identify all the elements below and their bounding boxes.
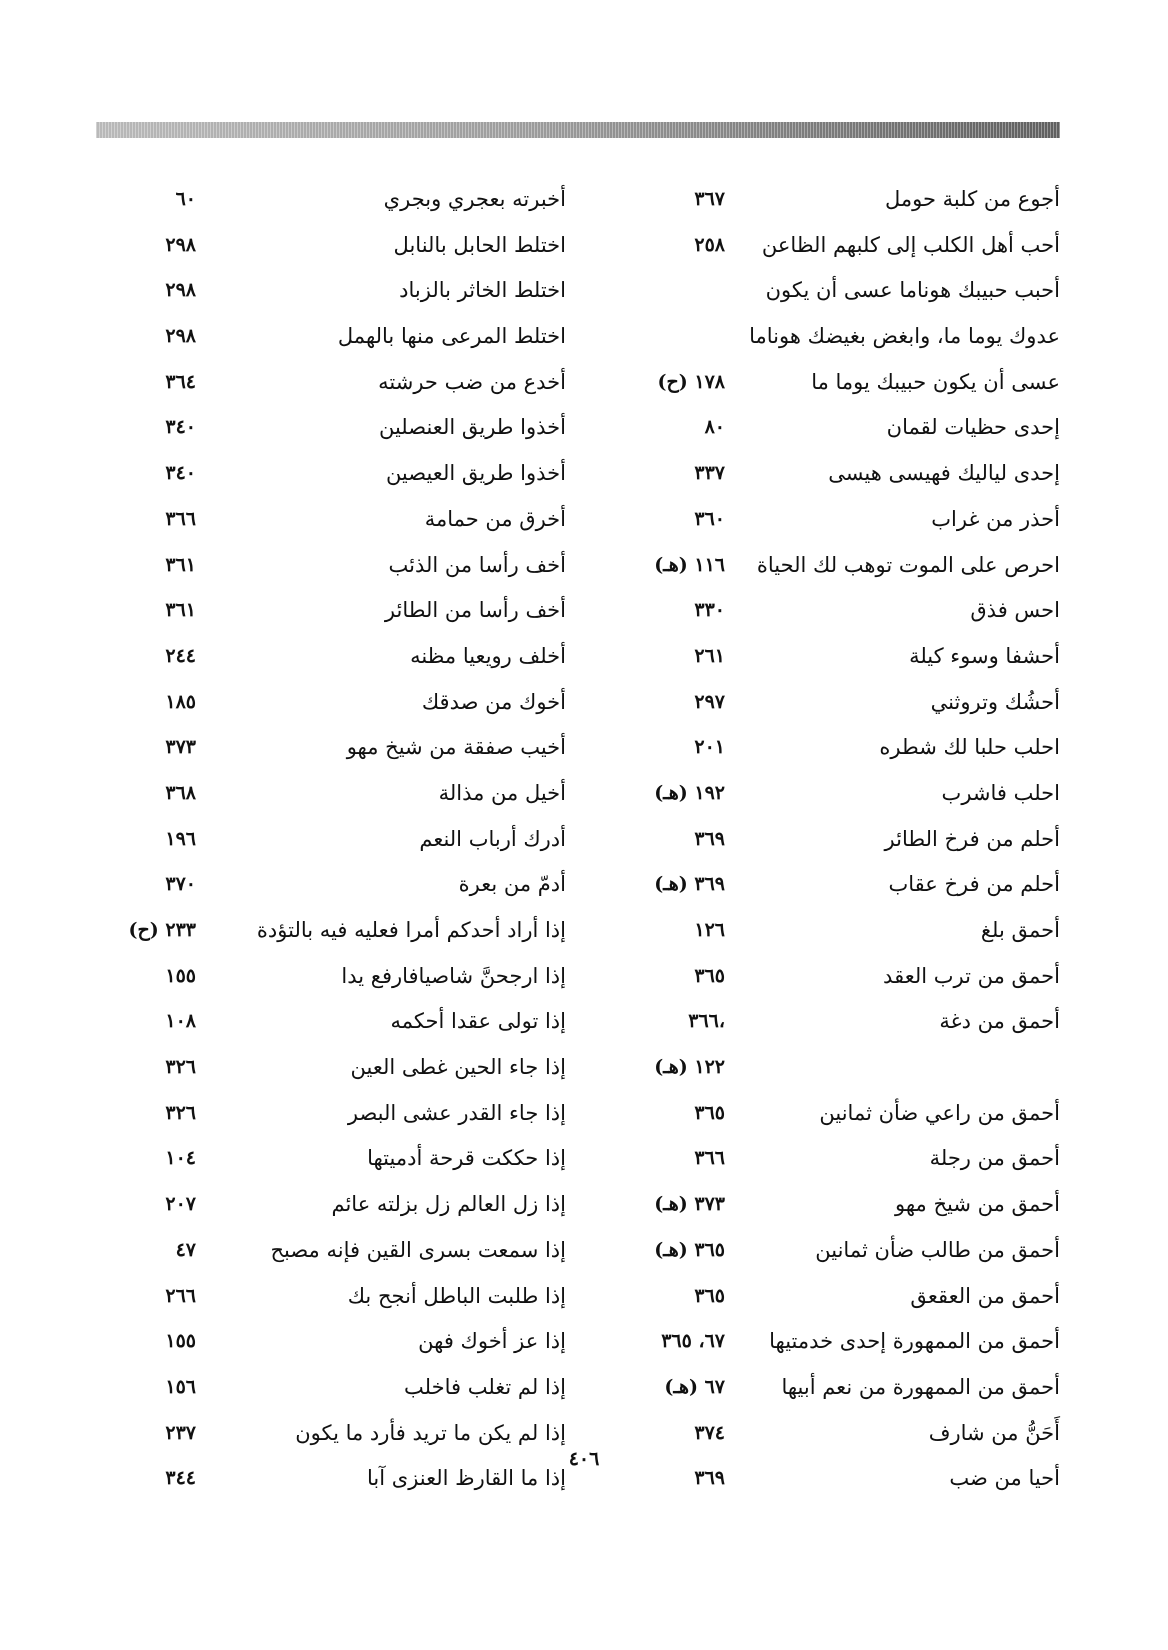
proverb-text: إحدى حظيات لقمان xyxy=(886,415,1060,440)
page-reference: ٢٣٧ xyxy=(165,1421,196,1444)
page-reference: ٣٦٦ xyxy=(694,1147,725,1170)
proverb-text: احرص على الموت توهب لك الحياة xyxy=(756,552,1060,577)
proverb-text: أحمق من ترب العقد xyxy=(883,963,1060,988)
proverb-text: إذا ما القارظ العنزى آبا xyxy=(367,1466,566,1491)
proverb-text: أخذوا طريق العنصلين xyxy=(378,415,566,440)
page-reference: ٣٦٦ xyxy=(165,507,196,530)
page-reference: ١٥٦ xyxy=(165,1375,196,1398)
proverb-text: إذا زل العالم زل بزلته عائم xyxy=(331,1192,566,1217)
page-reference: ٣٦٤ xyxy=(165,370,196,393)
proverb-text: أدمّ من بعرة xyxy=(458,872,566,897)
proverb-text: إذا ارجحنَّ شاصيافارفع يدا xyxy=(341,963,566,988)
index-entry xyxy=(106,181,566,227)
index-entry xyxy=(106,775,566,821)
page-reference: ٣٦٧ xyxy=(694,188,725,210)
page-reference: ١٢٦ xyxy=(694,919,725,941)
index-entry xyxy=(106,547,566,593)
proverb-text: أحلم من فرخ عقاب xyxy=(888,872,1060,897)
proverb-text: أحمق من الممهورة إحدى خدمتيها xyxy=(769,1329,1060,1354)
index-entry xyxy=(106,501,566,547)
page-reference: ٢٩٨ xyxy=(165,279,196,302)
index-entry xyxy=(600,638,1060,684)
index-entry xyxy=(106,1186,566,1232)
index-entry xyxy=(600,409,1060,455)
proverb-text: أحذر من غراب xyxy=(931,506,1060,531)
proverb-text: إذا أراد أحدكم أمرا فعليه فيه بالتؤدة xyxy=(256,918,566,942)
proverb-text: إذا جاء الحين غطى العين xyxy=(350,1055,566,1080)
index-entry xyxy=(106,729,566,775)
proverb-text: إذا سمعت بسرى القين فإنه مصبح xyxy=(270,1237,566,1262)
proverb-text: إذا لم يكن ما تريد فأرد ما يكون xyxy=(295,1420,566,1445)
index-entry xyxy=(106,272,566,318)
page-reference: ٦٠ xyxy=(175,188,196,210)
index-entry xyxy=(106,1369,566,1415)
page-reference: ٣٧٤ xyxy=(694,1421,725,1444)
proverb-text: أحمق من رجلة xyxy=(929,1146,1060,1171)
index-entry xyxy=(106,1049,566,1095)
page-reference: ٣٢٦ xyxy=(165,1101,196,1124)
page-reference: ١٧٨ (ح) xyxy=(657,370,725,393)
proverb-text: أخرق من حمامة xyxy=(424,506,566,531)
page-reference: ٣٤٠ xyxy=(165,416,196,439)
proverb-text: اختلط الخاثر بالزباد xyxy=(399,278,566,303)
index-entry xyxy=(106,958,566,1004)
page-reference: ٨٠ xyxy=(704,416,725,439)
proverb-text: إحدى لياليك فهيسى هيسى xyxy=(828,461,1060,486)
index-entry xyxy=(600,272,1060,318)
page-reference: ٢٤٤ xyxy=(165,644,196,667)
page-reference: ١٩٦ xyxy=(165,827,196,850)
index-entry xyxy=(106,1232,566,1278)
page-reference: ٣٣٠ xyxy=(694,599,725,622)
index-entry xyxy=(106,866,566,912)
page-number: ٤٠٦ xyxy=(568,1448,600,1470)
proverb-text: عدوك يوما ما، وابغض بغيضك هوناما xyxy=(749,324,1060,349)
index-entry xyxy=(600,455,1060,501)
proverb-text: أخبرته بعجري وبجري xyxy=(383,187,566,211)
index-entry xyxy=(106,821,566,867)
page-reference: ٣٧٣ xyxy=(165,736,196,759)
page-reference: ٢٥٨ xyxy=(694,233,725,256)
index-entry xyxy=(106,1323,566,1369)
page-reference: ٣٦٦، xyxy=(688,1010,725,1033)
proverb-text: اختلط الحابل بالنابل xyxy=(393,232,566,257)
proverb-text: أخذوا طريق العيصين xyxy=(385,461,566,486)
page-reference: ٢٩٧ xyxy=(694,690,725,713)
proverb-text: أحيا من ضب xyxy=(949,1466,1060,1491)
index-entry xyxy=(600,181,1060,227)
index-entry xyxy=(600,1323,1060,1369)
index-entry xyxy=(600,958,1060,1004)
page-reference: ٣٧٠ xyxy=(165,873,196,896)
proverb-text: إذا حككت قرحة أدميتها xyxy=(367,1146,566,1171)
index-entry xyxy=(600,1369,1060,1415)
proverb-text: أحمق من الممهورة من نعم أبيها xyxy=(781,1374,1060,1399)
index-entry xyxy=(600,1232,1060,1278)
page-reference: ٤٧ xyxy=(175,1238,196,1261)
proverb-text: أخدع من ضب حرشته xyxy=(378,369,566,394)
index-entry xyxy=(600,1003,1060,1049)
index-entry xyxy=(600,866,1060,912)
index-entry xyxy=(600,1095,1060,1141)
index-entry xyxy=(106,1140,566,1186)
index-entry xyxy=(106,684,566,730)
index-entry xyxy=(106,318,566,364)
index-entry xyxy=(600,547,1060,593)
proverb-text: إذا عز أخوك فهن xyxy=(418,1329,566,1354)
page-reference: ٣٣٧ xyxy=(694,462,725,485)
header-rule xyxy=(96,122,1060,138)
proverb-text: أحشُك وتروثني xyxy=(930,689,1060,714)
page-reference: ١٢٢ (هـ) xyxy=(654,1056,725,1079)
proverb-text: أحشفا وسوء كيلة xyxy=(909,643,1060,668)
index-entry xyxy=(600,684,1060,730)
proverb-text: أحمق من دغة xyxy=(939,1009,1060,1034)
proverb-text: أخف رأسا من الطائر xyxy=(384,598,566,623)
index-entry xyxy=(600,364,1060,410)
index-entry xyxy=(600,821,1060,867)
proverb-text: احس فذق xyxy=(970,598,1060,623)
page-reference: ٣٤٠ xyxy=(165,462,196,485)
page-reference: ١١٦ (هـ) xyxy=(654,553,725,576)
index-entry xyxy=(600,1049,1060,1095)
page-reference: ٣٦٥ xyxy=(694,1284,725,1307)
page-reference: ٣٦٥ (هـ) xyxy=(654,1238,725,1261)
page-reference: ١٨٥ xyxy=(165,690,196,713)
proverb-text: عسى أن يكون حبيبك يوما ما xyxy=(811,369,1060,394)
page-reference: ٢٩٨ xyxy=(165,325,196,348)
index-entry xyxy=(106,1095,566,1141)
page-reference: ١٥٥ xyxy=(165,964,196,987)
proverb-text: أحلم من فرخ الطائر xyxy=(884,826,1060,851)
index-entry xyxy=(106,912,566,958)
page-reference: ٢٠١ xyxy=(694,736,725,759)
page-reference: ٣٦٥ xyxy=(694,964,725,987)
index-column-right xyxy=(600,181,1060,1506)
index-entry xyxy=(600,501,1060,547)
proverb-text: أحب أهل الكلب إلى كلبهم الظاعن xyxy=(761,232,1060,257)
page-reference: ٣٦٩ xyxy=(694,827,725,850)
index-entry xyxy=(600,729,1060,775)
proverb-text: أحمق من شيخ مهو xyxy=(895,1192,1060,1217)
proverb-text: أخيل من مذالة xyxy=(438,780,566,805)
proverb-text: أحمق من طالب ضأن ثمانين xyxy=(815,1237,1060,1262)
proverb-text: أحمق من راعي ضأن ثمانين xyxy=(819,1100,1060,1125)
proverb-text: أخلف رويعيا مظنه xyxy=(410,643,566,668)
index-entry xyxy=(600,227,1060,273)
proverb-text: أخيب صفقة من شيخ مهو xyxy=(346,735,566,760)
page-reference: ٢٠٧ xyxy=(165,1193,196,1216)
proverb-text: اختلط المرعى منها بالهمل xyxy=(337,324,566,349)
proverb-text: إذا طلبت الباطل أنجح بك xyxy=(347,1283,566,1308)
index-entry xyxy=(600,1278,1060,1324)
page-reference: ١٥٥ xyxy=(165,1330,196,1353)
page-reference: ١٩٢ (هـ) xyxy=(654,781,725,804)
proverb-text: أحمق من العقعق xyxy=(910,1283,1060,1308)
proverb-text: احلب حلبا لك شطره xyxy=(879,735,1060,760)
page-reference: ٣٦١ xyxy=(165,553,196,576)
proverb-text: أحبب حبيبك هوناما عسى أن يكون xyxy=(765,278,1060,303)
index-column-left xyxy=(106,181,566,1506)
proverb-text: أخف رأسا من الذئب xyxy=(388,552,566,577)
page-reference: ٣٧٣ (هـ) xyxy=(654,1193,725,1216)
index-entry xyxy=(600,592,1060,638)
index-entry xyxy=(106,1003,566,1049)
index-entry xyxy=(106,1278,566,1324)
page-reference: ٢٦١ xyxy=(694,644,725,667)
proverb-text: إذا تولى عقدا أحكمه xyxy=(390,1009,566,1034)
proverb-text: أخوك من صدقك xyxy=(421,689,566,714)
index-entry xyxy=(600,1186,1060,1232)
page-reference: ٣٦٩ (هـ) xyxy=(654,873,725,896)
page-reference: ٣٦٥ xyxy=(694,1101,725,1124)
index-entry xyxy=(106,227,566,273)
page-reference: ٣٢٦ xyxy=(165,1056,196,1079)
proverb-text: إذا جاء القدر عشى البصر xyxy=(347,1100,566,1125)
proverb-text: أَحَنُّ من شارف xyxy=(928,1420,1060,1445)
page-reference: ٣٦١ xyxy=(165,599,196,622)
proverb-text: أحمق بلغ xyxy=(980,918,1060,942)
index-entry xyxy=(600,912,1060,958)
page-reference: ٣٦٠ xyxy=(694,507,725,530)
index-entry xyxy=(600,775,1060,821)
index-entry xyxy=(106,638,566,684)
index-entry xyxy=(106,455,566,501)
page-reference: ١٠٨ xyxy=(165,1010,196,1033)
index-entry xyxy=(106,364,566,410)
index-entry xyxy=(106,409,566,455)
page-reference: ٣٦٨ xyxy=(165,781,196,804)
page-reference: ٦٧، ٣٦٥ xyxy=(661,1330,725,1353)
proverb-text: أجوع من كلبة حومل xyxy=(885,187,1060,211)
index-entry xyxy=(600,318,1060,364)
page-reference: ٢٩٨ xyxy=(165,233,196,256)
page-reference: ٢٦٦ xyxy=(165,1284,196,1307)
page-reference: ٣٦٩ xyxy=(694,1467,725,1490)
proverb-text: احلب فاشرب xyxy=(941,780,1060,805)
index-entry xyxy=(600,1140,1060,1186)
page-reference: ٣٤٤ xyxy=(165,1467,196,1490)
page-reference: ٦٧ (هـ) xyxy=(664,1375,725,1398)
page-reference: ٢٣٣ (ح) xyxy=(128,919,196,941)
proverb-text: أدرك أرباب النعم xyxy=(419,826,566,851)
page-reference: ١٠٤ xyxy=(165,1147,196,1170)
index-entry xyxy=(106,592,566,638)
proverb-text: إذا لم تغلب فاخلب xyxy=(404,1374,566,1399)
